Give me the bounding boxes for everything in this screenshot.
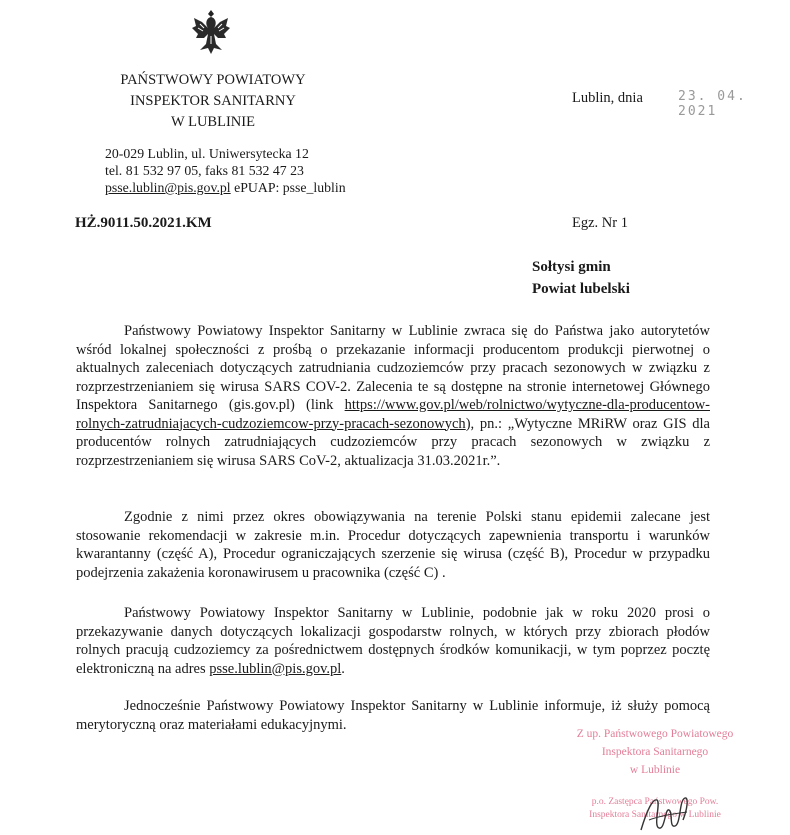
email-link[interactable]: psse.lublin@pis.gov.pl	[105, 180, 231, 195]
recipient-line-1: Sołtysi gmin	[532, 259, 611, 275]
body-paragraph-2	[76, 508, 710, 582]
signatory-line-2: Inspektora Sanitarnego w Lublinie	[589, 810, 721, 820]
handwritten-signature-icon	[635, 790, 695, 835]
polish-eagle-emblem-icon	[190, 8, 232, 56]
authorization-stamp	[555, 725, 755, 779]
stamp-line-2: Inspektora Sanitarnego	[601, 746, 709, 758]
contact-email-link[interactable]: psse.lublin@pis.gov.pl	[209, 660, 342, 677]
date-stamp: 23. 04. 2021	[678, 89, 747, 119]
issuer-line-2: INSPEKTOR SANITARNY	[130, 93, 296, 109]
signatory-line-1: p.o. Zastępca Państwowego Pow.	[591, 797, 719, 807]
address-street: 20-029 Lublin, ul. Uniwersytecka 12	[105, 146, 309, 161]
p2-text: Zgodnie z nimi przez okres obowiązywania na terenie Polski stanu epidemii zalecane jest stosowanie rekomendacji w zakresie m.in. Procedur dotyczących zapewnienia transportu i warunków kwarantanny (część A), Procedur ograniczających szerzenie się wirusa (część B), Procedur w przypadku podejrzenia zakażenia koronawirusem u pracownika (część C) .	[76, 509, 710, 581]
copy-number: Egz. Nr 1	[572, 215, 628, 231]
issuer-address	[105, 145, 346, 196]
stamp-line-3: w Lublinie	[629, 764, 681, 776]
p1-text-b: ), pn.: „Wytyczne MRiRW oraz GIS dla producentów rolnych zatrudniających cudzoziemców przy pracach sezonowych w związku z rozprzestrzenianiem się wirusa SARS CoV-2, aktualizacja 31.03.2021r.”.	[76, 415, 710, 469]
issuer-line-1: PAŃSTWOWY POWIATOWY	[120, 72, 306, 88]
p4-text: Jednocześnie Państwowy Powiatowy Inspektor Sanitarny w Lublinie informuje, iż służy pomocą merytoryczną oraz materiałami edukacyjnymi.	[76, 698, 710, 733]
issuer-line-3: W LUBLINIE	[171, 114, 255, 130]
p1-text-a: Państwowy Powiatowy Inspektor Sanitarny w Lublinie zwraca się do Państwa jako autorytetów wśród lokalnej społeczności z prośbą o przekazanie informacji producentom produkcji pierwotnej o aktualnych zaleceniach dotyczących zatrudniania cudzoziemców przy pracach sezonowych w związku z rozprzestrzenianiem się wirusa SARS COV-2. Zalecenia te są dostępne na stronie internetowej Głównego Inspektora Sanitarnego (gis.gov.pl) (link	[76, 323, 710, 413]
issuer-header	[88, 70, 338, 133]
body-paragraph-1	[76, 322, 710, 470]
place-label: Lublin, dnia	[572, 90, 643, 106]
p3-text-a: Państwowy Powiatowy Inspektor Sanitarny w Lublinie, podobnie jak w roku 2020 prosi o przekazywanie danych dotyczących lokalizacji gospodarstw rolnych, w których przy zbiorach płodów rolnych pracują cudzoziemcy za pośrednictwem dostępnych środków komunikacji, w tym poprzez pocztę elektroniczną na adres	[76, 605, 710, 677]
address-phone: tel. 81 532 97 05, faks 81 532 47 23	[105, 163, 304, 178]
stamp-line-1: Z up. Państwowego Powiatowego	[576, 728, 734, 740]
address-contact	[105, 179, 346, 196]
reference-number: HŻ.9011.50.2021.KM	[75, 215, 212, 231]
epuap-text: ePUAP: psse_lublin	[230, 180, 346, 195]
recipient-line-2: Powiat lubelski	[532, 281, 630, 297]
guidelines-link[interactable]: https://www.gov.pl/web/rolnictwo/wytyczne-dla-producentow-rolnych-zatrudniajacych-cudzoziemcow-przy-pracach-sezonowych	[76, 397, 710, 432]
recipient-block	[532, 256, 630, 300]
body-paragraph-3	[76, 604, 710, 678]
p3-text-b: .	[341, 660, 345, 677]
